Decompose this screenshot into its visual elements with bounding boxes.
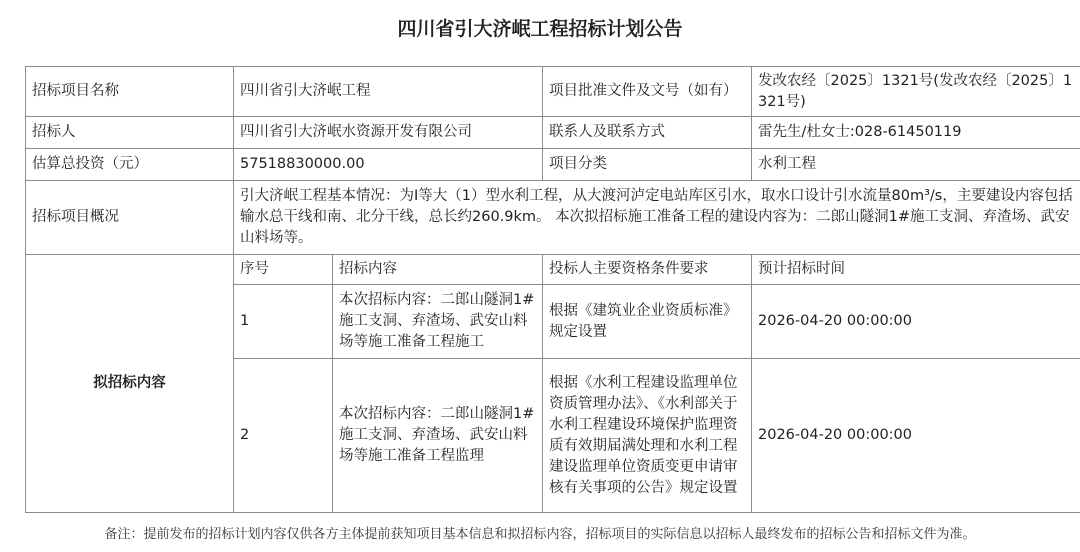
item-content: 本次招标内容：二郎山隧洞1#施工支洞、弃渣场、武安山料场等施工准备工程施工 (333, 285, 543, 359)
planned-content-label: 拟招标内容 (26, 255, 234, 513)
contact-label: 联系人及联系方式 (543, 117, 752, 149)
project-name-value: 四川省引大济岷工程 (234, 67, 543, 117)
item-time: 2026-04-20 00:00:00 (752, 285, 1080, 359)
table-row (26, 181, 1080, 255)
item-seq: 1 (234, 285, 333, 359)
item-content: 本次招标内容：二郎山隧洞1#施工支洞、弃渣场、武安山料场等施工准备工程监理 (333, 359, 543, 513)
approval-label: 项目批准文件及文号（如有） (543, 67, 752, 117)
tender-plan-table (25, 66, 1080, 513)
item-seq: 2 (234, 359, 333, 513)
investment-value: 57518830000.00 (234, 149, 543, 181)
header-content: 招标内容 (333, 255, 543, 285)
item-qualification: 根据《建筑业企业资质标准》规定设置 (543, 285, 752, 359)
table-row (26, 67, 1080, 117)
approval-value: 发改农经〔2025〕1321号(发改农经〔2025〕1321号) (752, 67, 1080, 117)
item-time: 2026-04-20 00:00:00 (752, 359, 1080, 513)
table-row (26, 149, 1080, 181)
item-qualification: 根据《水利工程建设监理单位资质管理办法》、《水利部关于水利工程建设环境保护监理资质有效期届满处理和水利工程建设监理单位资质变更申请审核有关事项的公告》规定设置 (543, 359, 752, 513)
table-row (26, 117, 1080, 149)
header-qualification: 投标人主要资格条件要求 (543, 255, 752, 285)
overview-label: 招标项目概况 (26, 181, 234, 255)
category-value: 水利工程 (752, 149, 1080, 181)
category-label: 项目分类 (543, 149, 752, 181)
tenderer-value: 四川省引大济岷水资源开发有限公司 (234, 117, 543, 149)
header-time: 预计招标时间 (752, 255, 1080, 285)
table-row (26, 255, 1080, 285)
page-title: 四川省引大济岷工程招标计划公告 (397, 18, 683, 40)
header-seq: 序号 (234, 255, 333, 285)
investment-label: 估算总投资（元） (26, 149, 234, 181)
footnote: 备注：提前发布的招标计划内容仅供各方主体提前获知项目基本信息和拟招标内容，招标项目的实际信息以招标人最终发布的招标公告和招标文件为准。 (104, 527, 976, 542)
tenderer-label: 招标人 (26, 117, 234, 149)
contact-value: 雷先生/杜女士:028-61450119 (752, 117, 1080, 149)
project-name-label: 招标项目名称 (26, 67, 234, 117)
overview-value: 引大济岷工程基本情况：为Ⅰ等大（1）型水利工程，从大渡河泸定电站库区引水，取水口设计引水流量80m³/s，主要建设内容包括输水总干线和南、北分干线，总长约260.9km。 本次拟招标施工准备工程的建设内容为：二郎山隧洞1#施工支洞、弃渣场、武安山料场等。 (234, 181, 1080, 255)
